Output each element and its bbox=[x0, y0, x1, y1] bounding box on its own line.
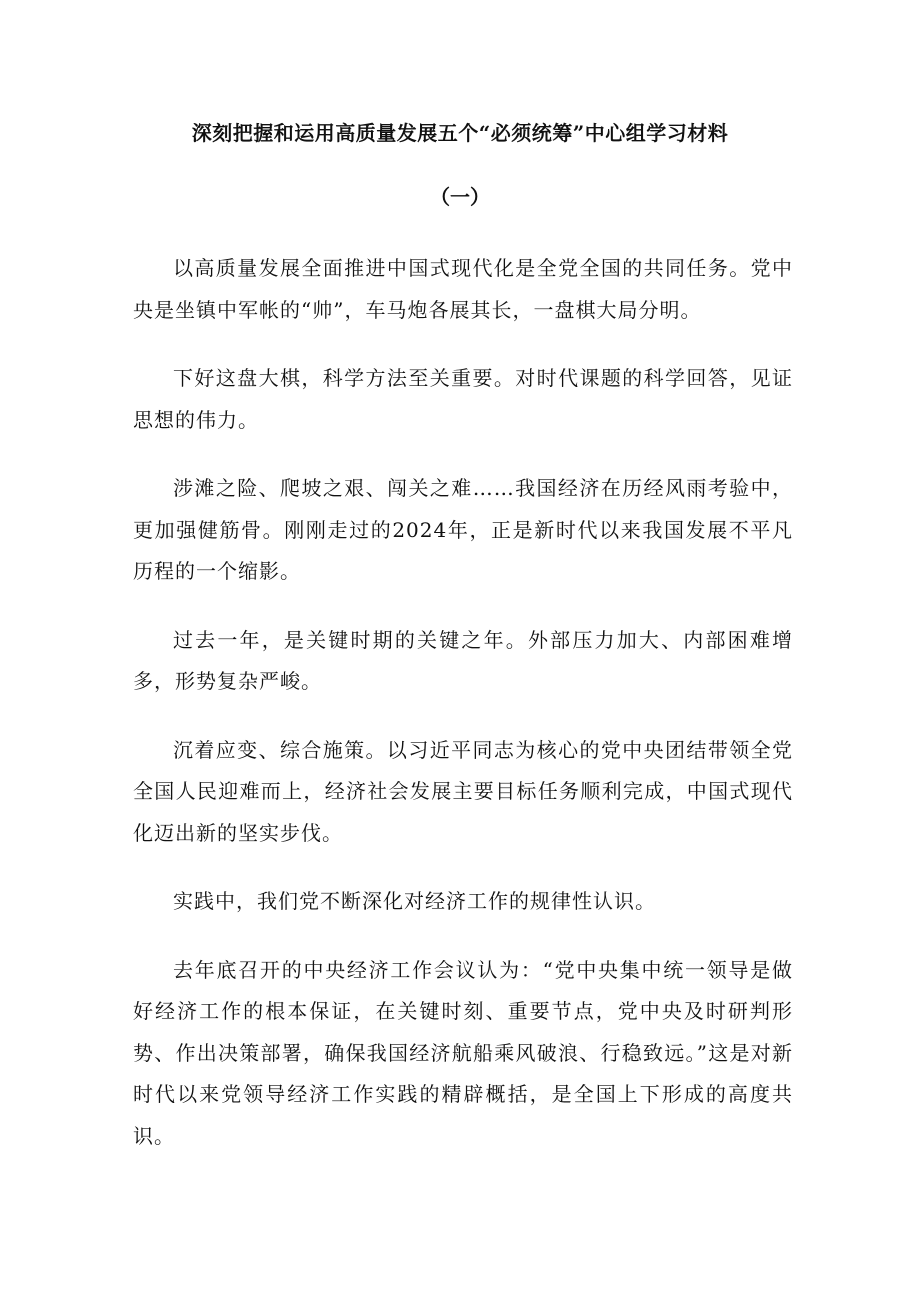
paragraph: 涉滩之险、爬坡之艰、闯关之难……我国经济在历经风雨考验中，更加强健筋骨。刚刚走过的2024年，正是新时代以来我国发展不平凡历程的一个缩影。 bbox=[133, 476, 793, 583]
paragraph: 以高质量发展全面推进中国式现代化是全党全国的共同任务。党中央是坐镇中军帐的“帅”，车马炮各展其长，一盘棋大局分明。 bbox=[133, 256, 793, 322]
paragraph: 实践中，我们党不断深化对经济工作的规律性认识。 bbox=[173, 889, 656, 913]
section-label: （一） bbox=[430, 185, 490, 209]
paragraph: 过去一年，是关键时期的关键之年。外部压力加大、内部困难增多，形势复杂严峻。 bbox=[133, 627, 793, 693]
document-title: 深刻把握和运用高质量发展五个“必须统筹”中心组学习材料 bbox=[191, 121, 729, 145]
paragraph: 去年底召开的中央经济工作会议认为：“党中央集中统一领导是做好经济工作的根本保证，在关键时刻、重要节点，党中央及时研判形势、作出决策部署，确保我国经济航船乘风破浪、行稳致远。”这是对新时代以来党领导经济工作实践的精辟概括，是全国上下形成的高度共识。 bbox=[133, 957, 793, 1148]
paragraph: 沉着应变、综合施策。以习近平同志为核心的党中央团结带领全党全国人民迎难而上，经济社会发展主要目标任务顺利完成，中国式现代化迈出新的坚实步伐。 bbox=[133, 737, 793, 845]
paragraph: 下好这盘大棋，科学方法至关重要。对时代课题的科学回答，见证思想的伟力。 bbox=[133, 366, 793, 432]
document-body bbox=[133, 248, 793, 1184]
